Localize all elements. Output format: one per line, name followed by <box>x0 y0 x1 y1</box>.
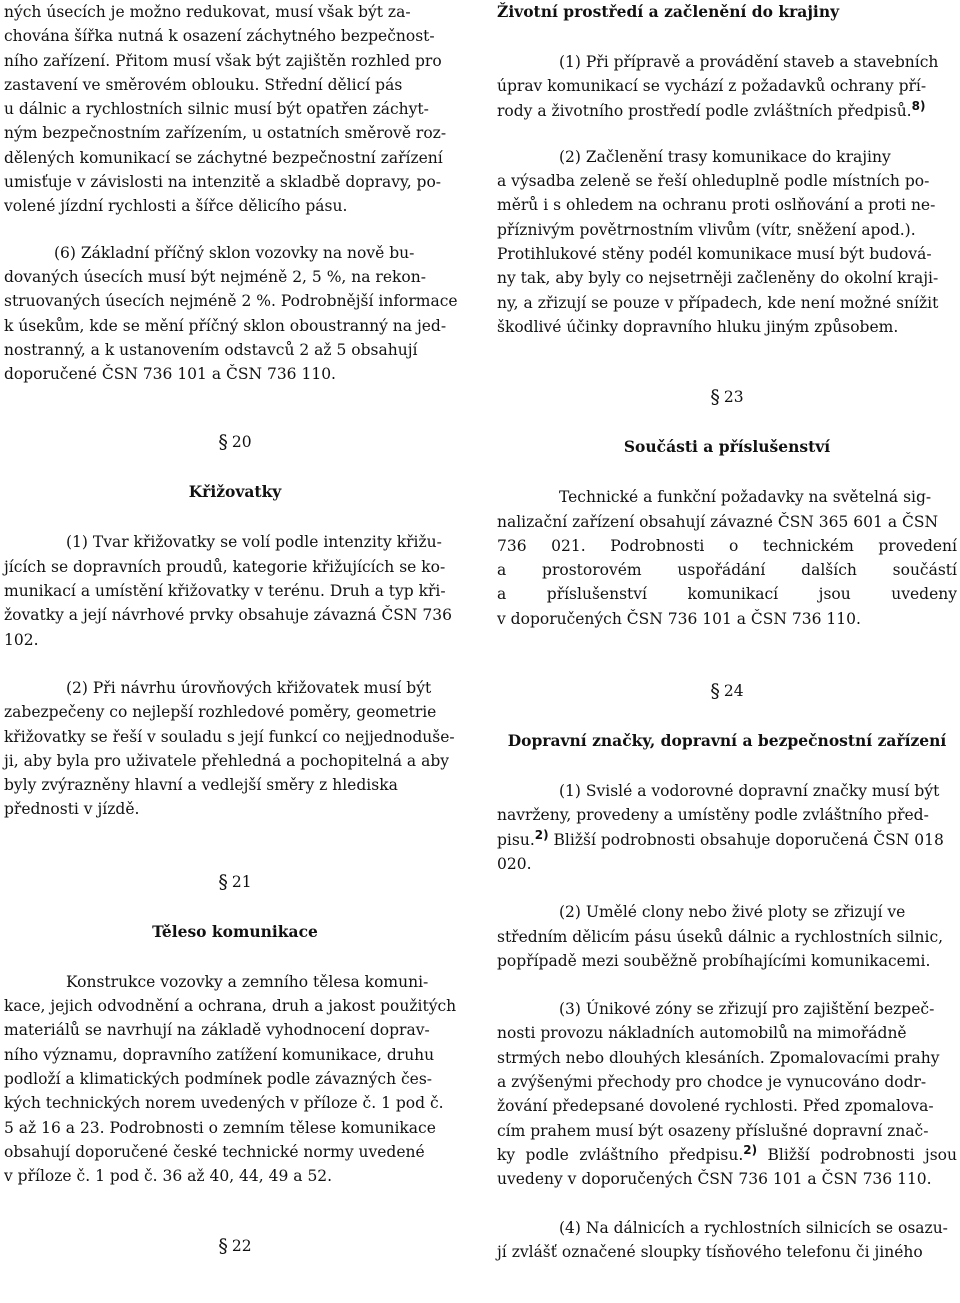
text-line: cím prahem musí být osazeny příslušné dopravní znač- <box>497 1121 929 1140</box>
s24-paragraph-1 <box>497 779 957 876</box>
text-line: nalizační zařízení obsahují závazné ČSN 365 601 a ČSN <box>497 512 939 531</box>
text-line: umisťuje v závislosti na intenzitě a skladbě dopravy, po- <box>4 173 442 192</box>
text-span: rody a životního prostředí podle zvláštních předpisů. <box>497 101 912 120</box>
text-line: (6) Základní příčný sklon vozovky na nově bu- <box>54 243 415 262</box>
text-span: ky podle zvláštního předpisu. <box>497 1145 744 1164</box>
text-line: (1) Svislé a vodorovné dopravní značky musí být <box>559 782 940 801</box>
text-line: (2) Začlenění trasy komunikace do krajiny <box>559 147 891 166</box>
s24-paragraph-2 <box>497 900 957 973</box>
text-line: Konstrukce vozovky a zemního tělesa komuni- <box>66 972 429 991</box>
section-number: 23 <box>723 388 744 407</box>
text-line: ným bezpečnostním zařízením, u ostatních směrově roz- <box>4 124 447 143</box>
text-line: a výsadba zeleně se řeší ohleduplně podle místních po- <box>497 172 930 191</box>
footnote-ref: 8) <box>911 98 926 113</box>
text-line: v příloze č. 1 pod č. 36 až 40, 44, 49 a 52. <box>4 1167 333 1186</box>
section-number-23 <box>497 385 957 409</box>
text-line: (1) Při přípravě a provádění staveb a stavebních <box>559 53 939 71</box>
text-span: Bližší podrobnosti obsahuje doporučená ČSN 018 <box>548 830 944 849</box>
text-line: ny tak, aby byly co nejsetrněji začleněny do okolní kraji- <box>497 269 939 288</box>
text-line: popřípadě mezi souběžně probíhajícími komunikacemi. <box>497 951 931 970</box>
env-paragraph-2 <box>497 145 957 339</box>
text-line: (4) Na dálnicích a rychlostních silnicích se osazu- <box>559 1218 948 1237</box>
s21-paragraph <box>4 970 466 1189</box>
text-line <box>497 99 957 123</box>
text-line: zabezpečeny co nejlepší rozhledové poměry, geometrie <box>4 703 437 722</box>
text-line: dělených komunikací se záchytné bezpečnostní zařízení <box>4 148 443 167</box>
section-title-24: Dopravní značky, dopravní a bezpečnostní zařízení <box>507 731 947 751</box>
text-line: nosti provozu nákladních automobilů na mimořádně <box>497 1024 907 1043</box>
text-line: dovaných úsecích musí být nejméně 2, 5 %, na rekon- <box>4 267 426 286</box>
text-line: 102. <box>4 630 39 649</box>
text-line: příznivým povětrnostním vlivům (vítr, sněžení apod.). <box>497 220 916 239</box>
section-number-21 <box>4 870 466 894</box>
text-span: pisu. <box>497 830 535 849</box>
text-line: struovaných úsecích nejméně 2 %. Podrobnější informace <box>4 292 458 311</box>
paragraph-6 <box>4 241 466 387</box>
paragraph-continued <box>4 0 466 219</box>
text-line: ního zařízení. Přitom musí však být zajištěn rozhled pro <box>4 51 442 70</box>
text-line: 020. <box>497 854 532 873</box>
text-line: kých technických norem uvedených v příloze č. 1 pod č. <box>4 1094 444 1113</box>
text-line: k úsekům, kde se mění příčný sklon oboustranný na jed- <box>4 316 447 335</box>
text-line: doporučené ČSN 736 101 a ČSN 736 110. <box>4 365 336 384</box>
s24-paragraph-3 <box>497 997 957 1191</box>
text-line: nostranný, a k ustanovením odstavců 2 až 5 obsahují <box>4 340 418 359</box>
text-line: 5 až 16 a 23. Podrobnosti o zemním tělese komunikace <box>4 1118 436 1137</box>
footnote-ref: 2) <box>743 1142 758 1157</box>
text-line: přednosti v jízdě. <box>4 800 140 819</box>
text-line: (1) Tvar křižovatky se volí podle intenzity křižu- <box>66 533 442 552</box>
section-number: 22 <box>231 1237 252 1256</box>
text-line <box>497 828 957 852</box>
text-line: Technické a funkční požadavky na světelná sig- <box>559 488 932 507</box>
text-line: (2) Při návrhu úrovňových křižovatek musí být <box>66 678 432 697</box>
left-column <box>4 0 466 1284</box>
env-paragraph-1 <box>497 50 957 123</box>
text-line: Protihlukové stěny podél komunikace musí být budová- <box>497 245 932 264</box>
section-number-24 <box>497 679 957 703</box>
text-line: žovatky a její návrhové prvky obsahuje závazná ČSN 736 <box>4 606 452 625</box>
section-symbol: § <box>218 1235 228 1258</box>
text-line: měrů i s ohledem na ochranu proti oslňování a proti ne- <box>497 196 936 215</box>
section-title-23: Součásti a příslušenství <box>623 437 831 457</box>
text-line: v doporučených ČSN 736 101 a ČSN 736 110. <box>497 609 861 628</box>
environment-title: Životní prostředí a začlenění do krajiny <box>497 2 840 21</box>
text-line: škodlivé účinky dopravního hluku jiným způsobem. <box>497 317 899 336</box>
s23-paragraph <box>497 485 957 631</box>
text-line: středním dělicím pásu úseků dálnic a rychlostních silnic, <box>497 927 944 946</box>
text-line: chována šířka nutná k osazení záchytného bezpečnost- <box>4 27 435 46</box>
s20-paragraph-2 <box>4 676 466 822</box>
text-line: navrženy, provedeny a umístěny podle zvláštního před- <box>497 806 929 825</box>
section-number: 24 <box>723 682 744 701</box>
text-line: zastavení ve směrovém oblouku. Střední dělicí pás <box>4 75 403 94</box>
text-line: (2) Umělé clony nebo živé ploty se zřizují ve <box>559 903 906 922</box>
text-line: kace, jejich odvodnění a ochrana, druh a jakost použitých <box>4 997 457 1016</box>
text-line: (3) Únikové zóny se zřizují pro zajištění bezpeč- <box>559 1000 935 1019</box>
text-line: ního významu, dopravního zatížení komunikace, druhu <box>4 1045 435 1064</box>
s24-paragraph-4 <box>497 1216 957 1265</box>
text-line: byly zvýrazněny hlavní a vedlejší směry z hlediska <box>4 776 398 795</box>
text-line: ji, aby byla pro uživatele přehledná a pochopitelná a aby <box>4 751 450 770</box>
section-title-20: Křižovatky <box>188 482 282 502</box>
text-line: žování předepsané dovolené rychlosti. Před zpomalova- <box>497 1097 934 1116</box>
section-number-22 <box>4 1234 466 1258</box>
text-line: munikací a umístění křižovatky v terénu. Druh a typ kři- <box>4 582 446 601</box>
text-line: volené jízdní rychlosti a šířce dělicího pásu. <box>4 197 348 216</box>
section-symbol: § <box>218 870 228 893</box>
text-line: strmých nebo dlouhých klesáních. Zpomalovacími prahy <box>497 1048 940 1067</box>
section-symbol: § <box>218 431 228 454</box>
text-line: jí zvlášť označené sloupky tísňového telefonu či jiného <box>497 1242 923 1261</box>
section-symbol: § <box>710 680 720 703</box>
footnote-ref: 2) <box>534 827 549 842</box>
text-line: jících se dopravních proudů, kategorie křižujících se ko- <box>4 557 446 576</box>
text-line: obsahují doporučené české technické normy uvedené <box>4 1142 425 1161</box>
text-line: úprav komunikací se vychází z požadavků ochrany pří- <box>497 77 927 96</box>
right-column <box>497 0 957 1264</box>
section-symbol: § <box>710 386 720 409</box>
text-line: 736 021. Podrobnosti o technickém provedení <box>497 536 957 555</box>
text-line: ných úsecích je možno redukovat, musí však být za- <box>4 3 411 21</box>
text-line: křižovatky se řeší v souladu s její funkcí co nejjednoduše- <box>4 727 455 746</box>
section-number: 21 <box>231 872 252 891</box>
text-line: a příslušenství komunikací jsou uvedeny <box>497 585 957 604</box>
text-line: uvedeny v doporučených ČSN 736 101 a ČSN 736 110. <box>497 1170 932 1189</box>
text-line: podloží a klimatických podmínek podle závazných čes- <box>4 1069 433 1088</box>
s20-paragraph-1 <box>4 530 466 651</box>
text-line: a prostorovém uspořádání dalších součástí <box>497 561 957 580</box>
text-line: a zvýšenými přechody pro chodce je vynucováno dodr- <box>497 1073 927 1092</box>
text-line: materiálů se navrhují na základě vyhodnocení doprav- <box>4 1021 430 1040</box>
section-number: 20 <box>231 433 252 452</box>
section-title-21: Těleso komunikace <box>152 921 318 941</box>
text-line <box>497 1143 957 1167</box>
text-line: ny, a zřizují se pouze v případech, kde není možné snížit <box>497 293 939 312</box>
text-line: u dálnic a rychlostních silnic musí být opatřen záchyt- <box>4 100 429 119</box>
text-span: Bližší podrobnosti jsou <box>757 1145 957 1164</box>
section-number-20 <box>4 430 466 454</box>
